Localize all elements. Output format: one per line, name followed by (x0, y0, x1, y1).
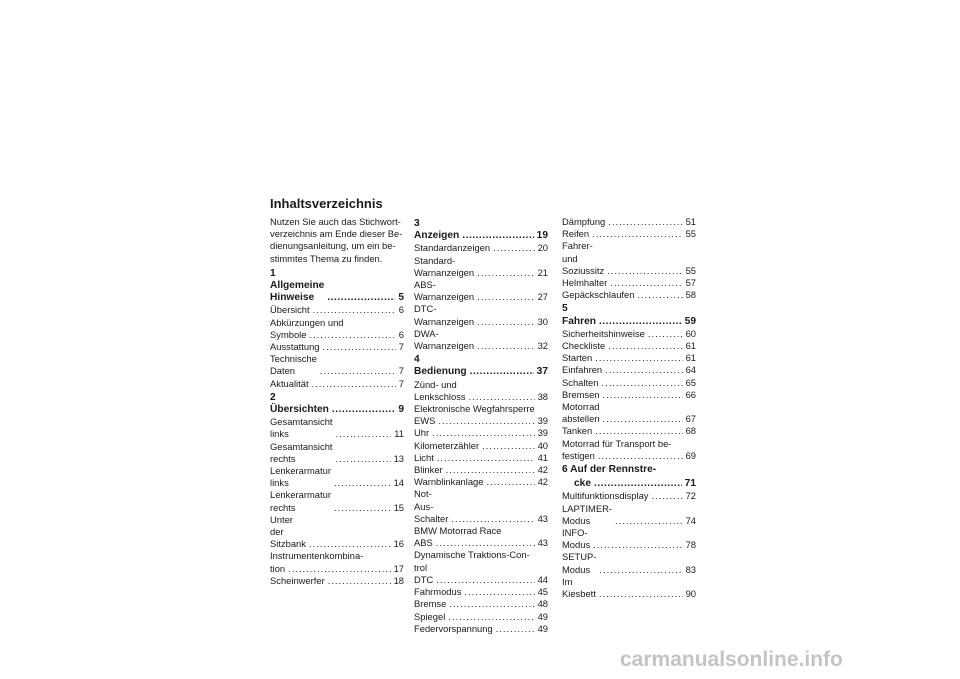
toc-entry[interactable] (270, 465, 404, 489)
toc-entry-text: Ausstattung (270, 341, 320, 353)
dot-leader (637, 289, 682, 301)
toc-entry-text: LAPTIMER-Modus (562, 502, 613, 526)
dot-leader (601, 377, 682, 389)
toc-section-heading[interactable] (414, 218, 548, 242)
toc-page-number: 39 (537, 427, 548, 439)
dot-leader (332, 404, 395, 416)
dot-leader (477, 267, 534, 279)
dot-leader (288, 563, 390, 575)
toc-entry[interactable] (414, 464, 548, 476)
toc-entry-text: Sicherheitshinweise (562, 327, 645, 339)
toc-entry-text: Licht (414, 451, 434, 463)
toc-page-number: 74 (685, 514, 696, 526)
toc-entry[interactable] (270, 317, 404, 329)
toc-entry[interactable] (270, 353, 404, 377)
dot-leader (432, 427, 534, 439)
toc-entry[interactable] (562, 340, 696, 352)
toc-page-number: 64 (685, 364, 696, 376)
dot-leader (334, 502, 391, 514)
toc-entry[interactable] (270, 329, 404, 341)
toc-entry-text: Tanken (562, 425, 593, 437)
toc-page-number: 59 (684, 315, 696, 327)
toc-page-number: 27 (537, 291, 548, 303)
dot-leader (323, 341, 396, 353)
toc-entry-text: Warnblinkanlage (414, 476, 484, 488)
dot-leader (607, 265, 682, 277)
toc-entry[interactable] (562, 450, 696, 462)
toc-entry[interactable] (562, 364, 696, 376)
toc-entry[interactable] (562, 377, 696, 389)
toc-entry-text: tion (270, 562, 286, 574)
toc-page-number: 66 (685, 388, 696, 400)
toc-page-number: 51 (685, 216, 696, 227)
toc-entry[interactable] (414, 525, 548, 537)
toc-entry[interactable] (270, 563, 404, 575)
dot-leader (446, 464, 535, 476)
toc-entry-text: Standardanzeigen (414, 242, 491, 254)
toc-entry-text: Dämpfung (562, 216, 606, 227)
toc-entry[interactable] (270, 514, 404, 551)
toc-entry-text: Motorrad abstellen (562, 401, 600, 425)
toc-entry[interactable] (414, 303, 548, 327)
toc-entry-text: Federvorspannung (414, 622, 493, 634)
toc-page-number: 44 (537, 573, 548, 585)
toc-entry-text: Fahrmodus (414, 586, 462, 598)
toc-page-number: 42 (537, 476, 548, 488)
dot-leader (486, 476, 534, 488)
toc-entry[interactable] (562, 490, 696, 502)
dot-leader (608, 216, 682, 228)
toc-column-2 (414, 216, 548, 635)
toc-entry-text: Gesamtansicht links (270, 416, 333, 440)
toc-page-number: 17 (393, 562, 404, 574)
toc-entry-text: Aktualität (270, 377, 309, 389)
toc-entry[interactable] (562, 425, 696, 437)
toc-page-number: 6 (398, 328, 404, 340)
toc-page-number: 16 (393, 538, 404, 550)
toc-page-number: 83 (685, 563, 696, 575)
toc-entry-text: Spiegel (414, 610, 446, 622)
toc-page-number: 90 (685, 588, 696, 600)
dot-leader (615, 515, 683, 527)
toc-entry-text: 6 Auf der Rennstre- (562, 464, 657, 476)
toc-entry-text: Checkliste (562, 340, 606, 352)
toc-page-number: 21 (537, 266, 548, 278)
toc-page-number: 14 (393, 477, 404, 489)
toc-entry[interactable] (270, 575, 404, 587)
dot-leader (603, 389, 683, 401)
toc-entry[interactable] (270, 378, 404, 390)
toc-page-number: 19 (536, 230, 548, 242)
toc-entry-text: Symbole (270, 328, 307, 340)
toc-page-number: 5 (398, 292, 404, 304)
toc-entry-text: ABS-Warnanzeigen (414, 279, 475, 303)
toc-page-number: 55 (685, 228, 696, 240)
toc-entry[interactable] (414, 415, 548, 427)
dot-leader (599, 564, 682, 576)
toc-page-number: 61 (685, 352, 696, 364)
toc-entry-text: Scheinwerfer (270, 574, 325, 586)
dot-leader (599, 588, 683, 600)
toc-entry-text: Einfahren (562, 364, 603, 376)
toc-entry[interactable] (414, 623, 548, 635)
toc-page-number: 9 (398, 404, 404, 416)
toc-entry[interactable] (414, 611, 548, 623)
toc-page-number: 49 (537, 622, 548, 634)
watermark: carmanualsonline.info (620, 648, 843, 671)
toc-page-number: 43 (537, 537, 548, 549)
toc-entry[interactable] (270, 416, 404, 440)
toc-entry-text: Multifunktionsdisplay (562, 490, 649, 502)
dot-leader (313, 304, 396, 316)
toc-section-heading[interactable] (270, 392, 404, 416)
toc-entry[interactable] (414, 488, 548, 525)
toc-entry[interactable] (562, 328, 696, 340)
toc-entry[interactable] (562, 503, 696, 527)
toc-section-heading[interactable] (270, 268, 404, 305)
dot-leader (592, 228, 682, 240)
dot-leader (608, 340, 682, 352)
toc-entry-text: Gesamtansicht rechts (270, 440, 333, 464)
toc-entry[interactable] (270, 550, 404, 562)
toc-entry-text: Technische Daten (270, 353, 317, 377)
toc-page-number: 6 (398, 304, 404, 316)
toc-page-number: 11 (394, 428, 404, 440)
toc-page-number: 45 (537, 586, 548, 598)
page-title: Inhaltsverzeichnis (270, 196, 383, 211)
toc-entry-text: Übersicht (270, 304, 310, 316)
toc-page-number: 60 (685, 327, 696, 339)
toc-page-number: 49 (537, 610, 548, 622)
dot-leader (652, 490, 683, 502)
toc-entry-text: Uhr (414, 427, 430, 439)
dot-leader (328, 575, 391, 587)
toc-entry-text: Fahrer- und Soziussitz (562, 240, 605, 276)
toc-page-number: 20 (537, 242, 548, 254)
toc-entry-text: Abkürzungen und (270, 316, 344, 328)
toc-page-number: 13 (393, 452, 404, 464)
intro-line: stimmtes Thema zu finden. (270, 252, 383, 264)
toc-entry[interactable] (414, 562, 548, 586)
toc-entry[interactable] (562, 240, 696, 277)
toc-page-number: 39 (537, 415, 548, 427)
toc-page-number: 58 (685, 289, 696, 301)
dot-leader (595, 425, 682, 437)
dot-leader (470, 366, 534, 378)
dot-leader (312, 378, 396, 390)
toc-page-number: 7 (398, 377, 404, 389)
intro-line: Nutzen Sie auch das Stichwort- (270, 216, 401, 227)
toc-entry[interactable] (562, 576, 696, 600)
toc-entry[interactable] (414, 279, 548, 303)
toc-entry-text: Unter der Sitzbank (270, 513, 306, 550)
toc-entry[interactable] (414, 328, 548, 352)
toc-entry[interactable] (414, 537, 548, 549)
toc-entry-text: Helmhalter (562, 277, 608, 289)
toc-entry-text: Im Kiesbett (562, 575, 596, 600)
toc-page-number: 40 (537, 439, 548, 451)
dot-leader (464, 586, 534, 598)
toc-page-number: 78 (685, 539, 696, 551)
toc-entry[interactable] (414, 452, 548, 464)
toc-page-number: 48 (537, 598, 548, 610)
toc-entry[interactable] (562, 277, 696, 289)
toc-section-heading[interactable] (562, 478, 696, 490)
toc-section-heading[interactable] (414, 354, 548, 378)
dot-leader (595, 352, 682, 364)
toc-entry-text: 2 Übersichten (270, 391, 329, 416)
toc-entry-text: trol DTC (414, 561, 434, 585)
dot-leader (477, 291, 534, 303)
toc-page-number: 7 (398, 365, 404, 377)
dot-leader (449, 598, 534, 610)
dot-leader (477, 340, 534, 352)
intro-line: verzeichnis am Ende dieser Be- (270, 228, 403, 240)
toc-entry-text: ABS (414, 537, 433, 549)
toc-entry[interactable] (414, 549, 548, 561)
toc-entry-text: Not-Aus-Schalter (414, 488, 449, 524)
toc-page-number: 37 (536, 366, 548, 378)
dot-leader (309, 538, 391, 550)
toc-entry[interactable] (414, 427, 548, 439)
toc-entry[interactable] (270, 489, 404, 513)
toc-section-heading[interactable] (562, 303, 696, 327)
toc-entry-text: Zünd- und Lenkschloss (414, 378, 466, 402)
dot-leader (320, 365, 396, 377)
dot-leader (309, 329, 395, 341)
toc-entry-text: Lenkerarmatur rechts (270, 489, 331, 513)
toc-entry-text: Blinker (414, 464, 443, 476)
toc-entry-text: 5 Fahren (562, 303, 596, 327)
toc-entry-text: Dynamische Traktions-Con- (414, 549, 530, 561)
toc-page-number: 42 (537, 464, 548, 476)
toc-entry-text: INFO-Modus (562, 527, 591, 551)
toc-entry[interactable] (414, 242, 548, 254)
toc-page-number: 30 (537, 315, 548, 327)
toc-column-1 (270, 216, 404, 587)
toc-entry[interactable] (562, 289, 696, 301)
toc-entry[interactable] (414, 440, 548, 452)
toc-page-number: 65 (685, 376, 696, 388)
toc-entry-text: Bremsen (562, 388, 600, 400)
dot-leader (603, 413, 683, 425)
toc-entry[interactable] (270, 304, 404, 316)
toc-entry[interactable] (562, 228, 696, 240)
dot-leader (438, 415, 534, 427)
dot-leader (599, 316, 682, 328)
intro-line: dienungsanleitung, um ein be- (270, 240, 396, 252)
dot-leader (462, 230, 533, 242)
toc-entry-text: Motorrad für Transport be- (562, 437, 672, 449)
toc-page-number: 68 (685, 425, 696, 437)
dot-leader (327, 292, 395, 304)
toc-page-number: 67 (685, 413, 696, 425)
toc-entry-text: cke (574, 478, 591, 490)
toc-entry-text: Bremse (414, 598, 447, 610)
intro-text (270, 216, 404, 265)
toc-column-3 (562, 216, 696, 600)
toc-entry-text: Kilometerzähler (414, 439, 480, 451)
toc-entry-text: Instrumentenkombina- (270, 550, 364, 562)
toc-section-heading[interactable] (562, 464, 696, 476)
toc-entry-text: DTC-Warnanzeigen (414, 303, 475, 327)
toc-page-number: 71 (684, 478, 696, 490)
toc-page-number: 57 (685, 277, 696, 289)
toc-entry-text: BMW Motorrad Race (414, 525, 502, 537)
dot-leader (336, 453, 391, 465)
toc-entry-text: EWS (414, 415, 436, 427)
toc-entry[interactable] (414, 379, 548, 403)
dot-leader (598, 450, 683, 462)
dot-leader (610, 277, 682, 289)
dot-leader (482, 440, 534, 452)
toc-entry-text: Starten (562, 352, 593, 364)
toc-entry-text: 1 Allgemeine Hinweise (270, 267, 325, 304)
toc-entry-text: Elektronische Wegfahrsperre (414, 403, 535, 415)
dot-leader (593, 539, 682, 551)
toc-entry-text: Lenkerarmatur links (270, 465, 331, 489)
toc-page-number: 38 (537, 390, 548, 402)
toc-entry-text: Reifen (562, 228, 590, 240)
toc-entry-text: DWA-Warnanzeigen (414, 327, 475, 352)
toc-page-number: 69 (685, 449, 696, 461)
toc-entry[interactable] (562, 551, 696, 575)
toc-entry[interactable] (414, 476, 548, 488)
toc-entry-text: festigen (562, 449, 595, 461)
dot-leader (336, 428, 392, 440)
toc-entry-text: SETUP-Modus (562, 551, 597, 575)
toc-entry-text: 4 Bedienung (414, 354, 467, 378)
toc-entry[interactable] (414, 586, 548, 598)
dot-leader (648, 328, 683, 340)
toc-entry-text: 3 Anzeigen (414, 218, 460, 242)
toc-page-number: 55 (685, 264, 696, 276)
dot-leader (451, 513, 534, 525)
toc-entry[interactable] (414, 403, 548, 415)
dot-leader (605, 364, 682, 376)
toc-page-number: 41 (537, 451, 548, 463)
toc-page-number: 61 (685, 340, 696, 352)
dot-leader (437, 452, 535, 464)
toc-page-number: 32 (537, 340, 548, 352)
dot-leader (436, 574, 534, 586)
dot-leader (594, 478, 682, 490)
dot-leader (477, 316, 534, 328)
toc-entry-text: Standard-Warnanzeigen (414, 254, 475, 278)
toc-entry[interactable] (562, 401, 696, 425)
dot-leader (448, 611, 534, 623)
toc-entry[interactable] (562, 527, 696, 551)
toc-page-number: 18 (393, 574, 404, 586)
dot-leader (469, 391, 535, 403)
toc-entry[interactable] (270, 341, 404, 353)
toc-entry[interactable] (562, 216, 696, 228)
toc-entry-text: Schalten (562, 376, 599, 388)
toc-entry[interactable] (414, 255, 548, 279)
toc-page-number: 43 (537, 512, 548, 524)
toc-page-number: 7 (398, 341, 404, 353)
dot-leader (496, 623, 535, 635)
dot-leader (493, 242, 534, 254)
toc-entry[interactable] (414, 598, 548, 610)
dot-leader (334, 477, 391, 489)
toc-entry-text: Gepäckschlaufen (562, 289, 635, 301)
dot-leader (436, 537, 535, 549)
toc-entry[interactable] (562, 438, 696, 450)
toc-entry[interactable] (562, 389, 696, 401)
toc-page-number: 15 (393, 501, 404, 513)
toc-entry[interactable] (270, 441, 404, 465)
toc-page-number: 72 (685, 490, 696, 502)
toc-entry[interactable] (562, 352, 696, 364)
